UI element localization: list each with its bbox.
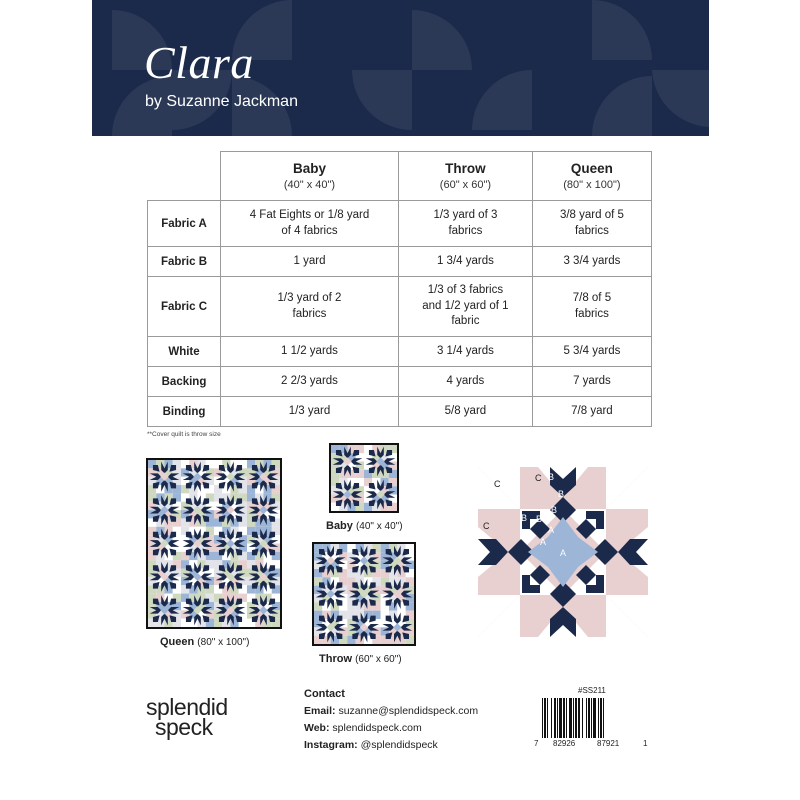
star-block-svg	[478, 467, 648, 637]
cell-text: 5/8 yard	[444, 404, 487, 417]
block-diagram	[478, 467, 648, 637]
contact-block	[304, 686, 478, 754]
table-cell	[398, 397, 532, 427]
table-cell	[398, 337, 532, 367]
cell-text: 7/8 of 5 fabrics	[572, 291, 612, 320]
letter-c: C	[483, 521, 490, 531]
cell-text: 2 2/3 yards	[281, 374, 338, 387]
email-label: Email:	[304, 705, 336, 717]
table-cell	[532, 247, 651, 277]
row-label: Fabric B	[148, 247, 221, 277]
letter-b: B	[536, 514, 543, 524]
email-link[interactable]: suzanne@splendidspeck.com	[338, 705, 479, 717]
cell-text: 7 yards	[573, 374, 611, 387]
cell-text: 5 3/4 yards	[563, 344, 621, 357]
barcode-image	[540, 698, 640, 738]
row-label: White	[148, 337, 221, 367]
table-cell	[532, 277, 651, 337]
table-row	[148, 337, 652, 367]
cell-text: 1 yard	[293, 254, 326, 267]
barcode-digit: 82926	[553, 739, 576, 748]
column-header-throw	[398, 152, 532, 201]
column-name: Baby	[292, 161, 326, 177]
row-label: Backing	[148, 367, 221, 397]
column-header-queen	[532, 152, 651, 201]
throw-quilt-caption	[319, 653, 402, 665]
designer-byline: by Suzanne Jackman	[145, 93, 298, 110]
caption-name: Queen	[160, 636, 195, 648]
cell-text: 1/3 yard of 2 fabrics	[277, 291, 342, 320]
table-row	[148, 277, 652, 337]
instagram-label: Instagram:	[304, 739, 358, 751]
caption-size: (80" x 100")	[197, 637, 250, 648]
cell-text: 7/8 yard	[571, 404, 613, 417]
table-corner	[148, 152, 221, 201]
column-header-baby	[221, 152, 399, 201]
row-label: Fabric A	[148, 201, 221, 247]
column-size: (60" x 60")	[439, 178, 492, 191]
column-size: (40" x 40")	[283, 178, 336, 191]
web-link[interactable]: splendidspeck.com	[332, 722, 422, 734]
product-sku: #SS211	[578, 686, 606, 695]
logo-line1: splendid	[146, 694, 228, 720]
cell-text: 1/3 yard	[288, 404, 331, 417]
table-row	[148, 247, 652, 277]
row-label: Fabric C	[148, 277, 221, 337]
table-cell	[398, 201, 532, 247]
table-cell	[532, 337, 651, 367]
caption-name: Throw	[319, 653, 352, 665]
instagram-link[interactable]: @splendidspeck	[360, 739, 438, 751]
contact-title: Contact	[304, 688, 345, 700]
letter-b: B	[551, 505, 558, 515]
baby-quilt-image	[329, 443, 399, 513]
barcode-digit: 1	[643, 739, 648, 748]
barcode-digit: 87921	[597, 739, 620, 748]
table-footnote: **Cover quilt is throw size	[147, 431, 221, 438]
caption-name: Baby	[326, 520, 353, 532]
letter-b: B	[558, 489, 565, 499]
barcode-digit: 7	[534, 739, 539, 748]
letter-b: B	[521, 513, 528, 523]
column-name: Queen	[570, 161, 613, 177]
table-cell	[398, 367, 532, 397]
contact-instagram-line	[304, 737, 478, 754]
column-name: Throw	[445, 161, 486, 177]
table-cell	[221, 397, 399, 427]
caption-size: (60" x 60")	[355, 654, 402, 665]
letter-b: B	[548, 472, 555, 482]
letter-a: A	[560, 548, 567, 558]
column-size: (80" x 100")	[563, 178, 621, 191]
contact-web-line	[304, 720, 478, 737]
letter-a: A	[540, 537, 547, 547]
cell-text: 4 Fat Eights or 1/8 yard of 4 fabrics	[249, 208, 370, 237]
caption-size: (40" x 40")	[355, 521, 403, 532]
brand-logo	[146, 694, 228, 740]
header-banner	[92, 0, 709, 136]
letter-c: C	[494, 479, 501, 489]
table-header-row	[148, 152, 652, 201]
table-cell	[398, 247, 532, 277]
cell-text: 1 3/4 yards	[436, 254, 494, 267]
letter-a: A	[548, 525, 555, 535]
cell-text: 3 1/4 yards	[436, 344, 494, 357]
contact-email-line	[304, 703, 478, 720]
cell-text: 3/8 yard of 5 fabrics	[559, 208, 624, 237]
table-cell	[532, 201, 651, 247]
row-label: Binding	[148, 397, 221, 427]
table-cell	[221, 277, 399, 337]
table-cell	[221, 337, 399, 367]
throw-quilt-image	[312, 542, 416, 646]
table-cell	[532, 397, 651, 427]
table-cell	[221, 247, 399, 277]
cell-text: 1/3 of 3 fabrics and 1/2 yard of 1 fabric	[422, 284, 509, 328]
table-cell	[221, 367, 399, 397]
web-label: Web:	[304, 722, 330, 734]
letter-c: C	[535, 473, 542, 483]
baby-quilt-caption	[326, 520, 403, 532]
cell-text: 4 yards	[446, 374, 485, 387]
cell-text: 3 3/4 yards	[563, 254, 621, 267]
table-row	[148, 201, 652, 247]
quilt-pattern-queen	[148, 460, 280, 627]
queen-quilt-caption	[160, 636, 249, 648]
cell-text: 1/3 yard of 3 fabrics	[433, 208, 498, 237]
table-cell	[532, 367, 651, 397]
fabric-requirements-table	[147, 151, 652, 427]
pattern-title: Clara	[144, 37, 254, 88]
table-cell	[398, 277, 532, 337]
table-cell	[221, 201, 399, 247]
logo-line2: speck	[155, 714, 213, 740]
queen-quilt-image	[146, 458, 282, 629]
table-row	[148, 397, 652, 427]
quilt-pattern-baby	[331, 445, 397, 511]
cell-text: 1 1/2 yards	[281, 344, 338, 357]
table-row	[148, 367, 652, 397]
quilt-pattern-throw	[314, 544, 414, 644]
